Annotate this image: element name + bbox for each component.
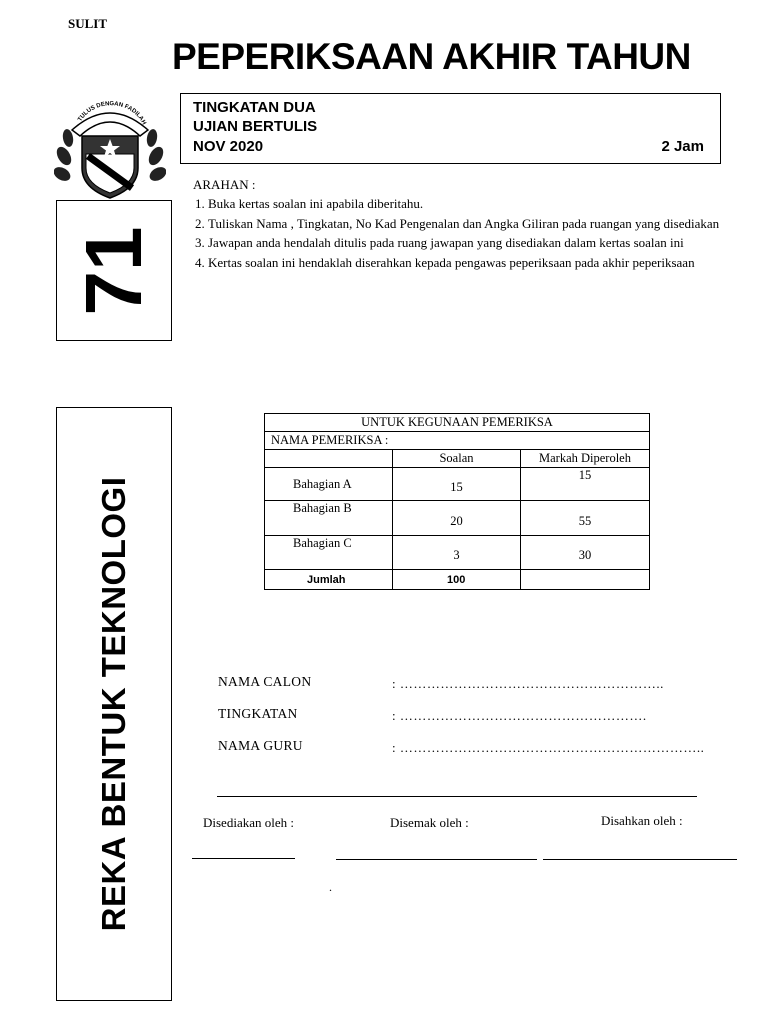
checked-by-label: Disemak oleh : <box>390 815 469 830</box>
paper-code: 71 <box>69 226 158 315</box>
table-row <box>265 468 650 501</box>
exam-duration: 2 Jam <box>661 138 704 155</box>
classification-label: SULIT <box>68 16 108 31</box>
section-cell: Bahagian C <box>265 536 393 570</box>
marks-cell: 55 <box>521 501 650 536</box>
instruction-item: 4. Kertas soalan ini hendaklah diserahkan kepada pengawas peperiksaan pada akhir peperiksaan <box>208 253 723 272</box>
marks-cell: 30 <box>521 536 650 570</box>
column-header-question: Soalan <box>393 450 521 468</box>
marks-table-title: UNTUK KEGUNAAN PEMERIKSA <box>265 414 650 432</box>
instructions-heading: ARAHAN : <box>193 177 256 192</box>
approved-by-signature-line[interactable] <box>543 859 737 860</box>
approved-by-label: Disahkan oleh : <box>601 813 683 828</box>
divider <box>217 796 697 797</box>
instruction-item: 3. Jawapan anda hendalah ditulis pada ruang jawapan yang disediakan dalam kertas soalan ini <box>208 233 723 252</box>
instructions <box>193 175 723 272</box>
table-row <box>265 536 650 570</box>
subject-title: REKA BENTUK TEKNOLOGI <box>95 476 132 932</box>
column-header-marks: Markah Diperoleh <box>521 450 650 468</box>
exam-info-box <box>180 93 721 164</box>
instruction-item: 1. Buka kertas soalan ini apabila diberitahu. <box>208 194 723 213</box>
question-cell: 3 <box>393 536 521 570</box>
exam-paper: UJIAN BERTULIS <box>193 118 318 135</box>
exam-title: PEPERIKSAAN AKHIR TAHUN <box>172 36 691 77</box>
section-cell: Bahagian B <box>265 501 393 536</box>
table-row <box>265 570 650 590</box>
section-cell: Bahagian A <box>265 468 393 501</box>
exam-form: TINGKATAN DUA <box>193 99 316 116</box>
paper-code-box <box>56 200 172 341</box>
checked-by-signature-line[interactable] <box>336 859 537 860</box>
prepared-by-signature-line[interactable] <box>192 858 295 859</box>
prepared-by-label: Disediakan oleh : <box>203 815 294 830</box>
question-cell: 15 <box>393 468 521 501</box>
table-row <box>265 501 650 536</box>
candidate-form-label: TINGKATAN <box>218 706 298 721</box>
instruction-item: 2. Tuliskan Nama , Tingkatan, No Kad Pengenalan dan Angka Giliran pada ruangan yang disediakan <box>208 214 723 233</box>
marks-cell: 15 <box>521 468 650 501</box>
candidate-form-field[interactable]: : ………………………………………………. <box>392 708 647 723</box>
school-crest-icon <box>54 96 166 200</box>
total-label: Jumlah <box>265 570 393 590</box>
total-marks <box>521 570 650 590</box>
subject-box <box>56 407 172 1001</box>
teacher-name-field[interactable]: : ………………………………………………………….. <box>392 740 705 755</box>
marks-table <box>264 413 650 590</box>
candidate-name-field[interactable]: : ………………………………………………….. <box>392 676 664 691</box>
question-cell: 20 <box>393 501 521 536</box>
examiner-name-label: NAMA PEMERIKSA : <box>265 432 650 450</box>
stray-mark: . <box>329 880 332 894</box>
exam-date: NOV 2020 <box>193 138 264 155</box>
crest-motto: TULUS DENGAN FADILAH <box>77 101 147 126</box>
total-question: 100 <box>393 570 521 590</box>
candidate-name-label: NAMA CALON <box>218 674 312 689</box>
teacher-name-label: NAMA GURU <box>218 738 303 753</box>
